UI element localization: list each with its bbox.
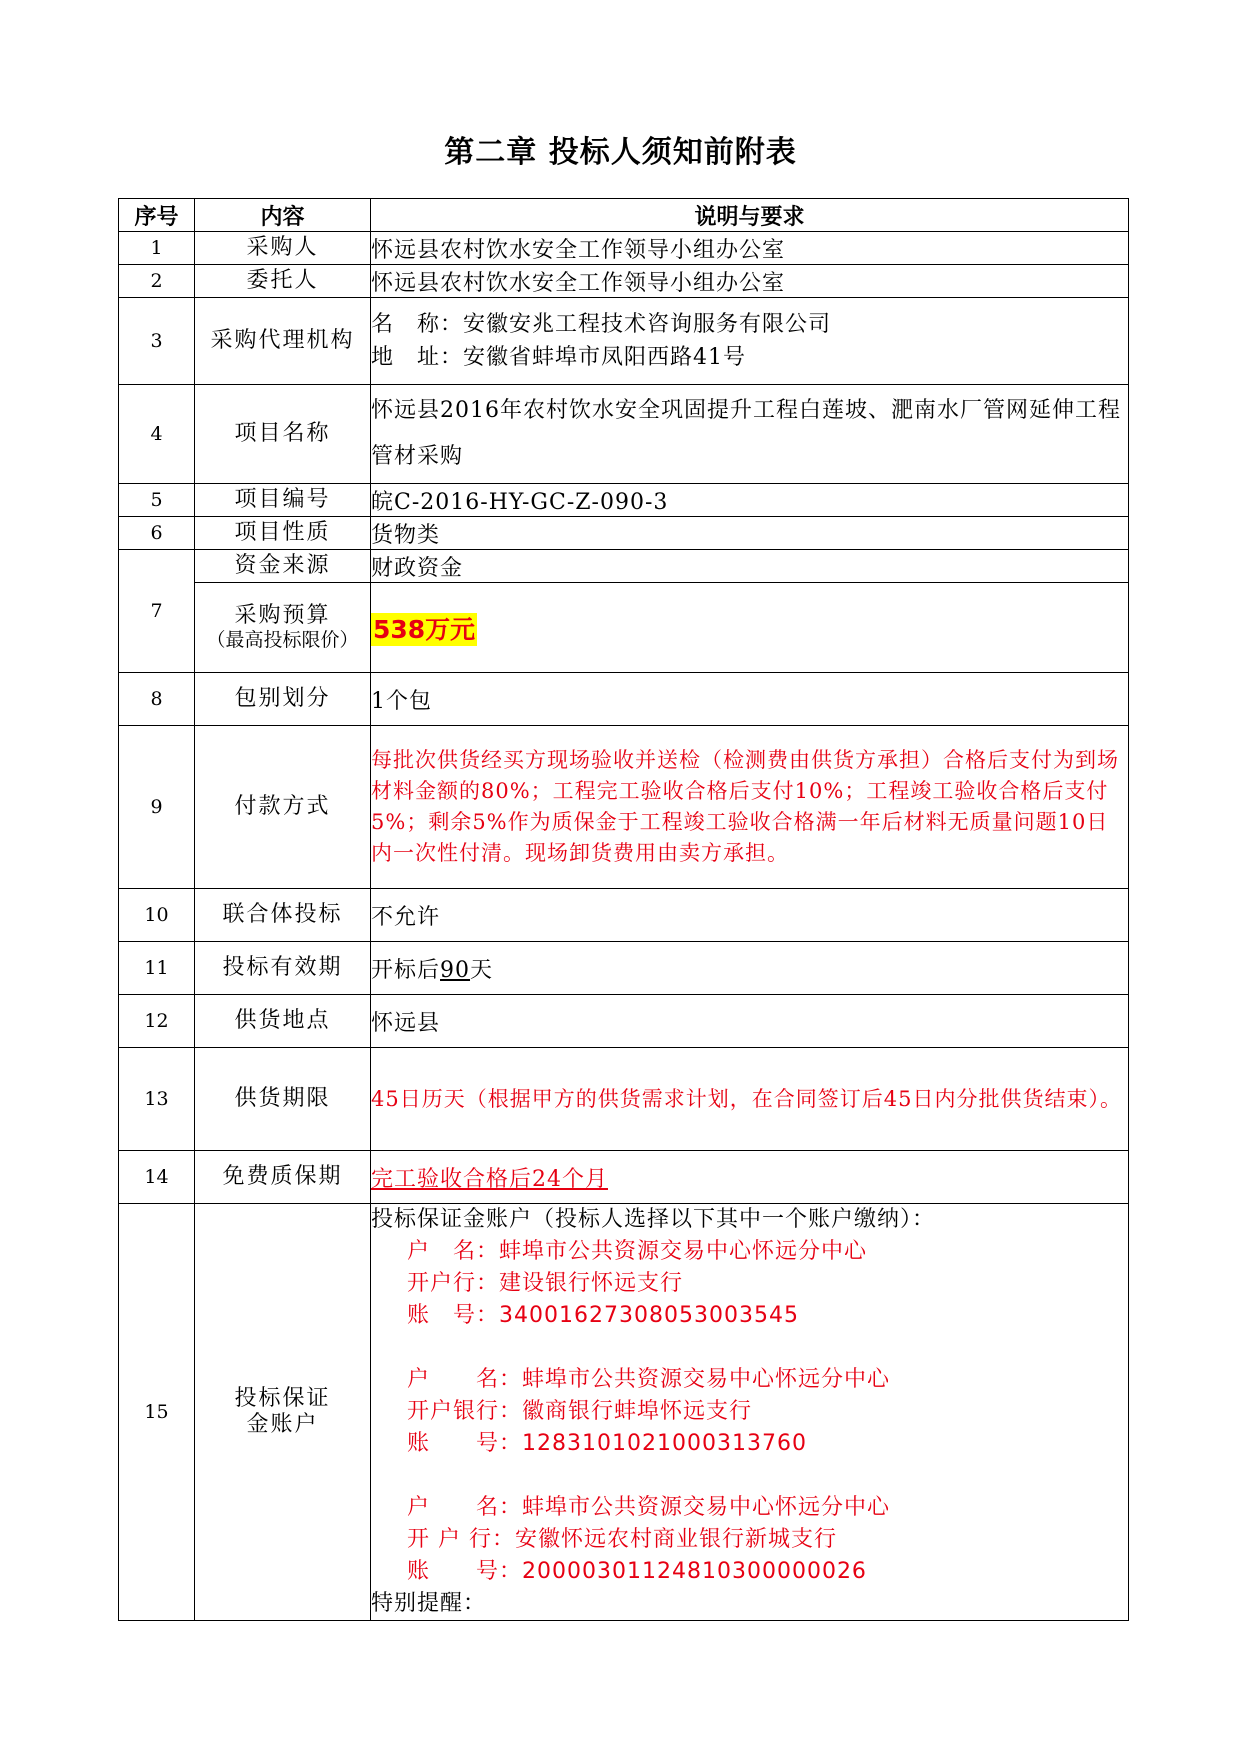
row-item: 委托人 (195, 265, 371, 298)
row-no: 15 (119, 1204, 195, 1621)
row-no: 10 (119, 889, 195, 942)
table-row (119, 995, 1129, 1048)
validity-days: 90 (440, 957, 471, 983)
table-row (119, 1048, 1129, 1151)
row-item: 包别划分 (195, 673, 371, 726)
row-item: 项目编号 (195, 484, 371, 517)
row-no: 5 (119, 484, 195, 517)
row-item (195, 583, 371, 673)
row-desc: 怀远县 (371, 995, 1129, 1048)
row-item: 供货期限 (195, 1048, 371, 1151)
row-no: 8 (119, 673, 195, 726)
table-row (119, 385, 1129, 484)
budget-sublabel: （最高投标限价） (206, 629, 359, 652)
bid-info-table (118, 198, 1129, 1621)
row-no: 4 (119, 385, 195, 484)
row-no: 1 (119, 232, 195, 265)
agency-address-line: 地 址：安徽省蚌埠市凤阳西路41号 (371, 345, 746, 370)
row-item: 付款方式 (195, 726, 371, 889)
row-item: 资金来源 (195, 550, 371, 583)
row-desc: 怀远县2016年农村饮水安全巩固提升工程白莲坡、淝南水厂管网延伸工程管材采购 (371, 385, 1129, 484)
row-desc (371, 583, 1129, 673)
row-desc: 皖C-2016-HY-GC-Z-090-3 (371, 484, 1129, 517)
row-item: 项目名称 (195, 385, 371, 484)
row-no: 2 (119, 265, 195, 298)
row-desc: 怀远县农村饮水安全工作领导小组办公室 (371, 232, 1129, 265)
account3-name: 户 名：蚌埠市公共资源交易中心怀远分中心 (407, 1495, 891, 1520)
validity-prefix: 开标后 (371, 957, 441, 983)
row-no: 7 (119, 550, 195, 673)
table-row (119, 726, 1129, 889)
validity-suffix: 天 (470, 957, 494, 983)
account2-bank: 开户银行：徽商银行蚌埠怀远支行 (407, 1399, 753, 1424)
table-row (119, 517, 1129, 550)
row-desc (371, 298, 1129, 385)
table-row (119, 673, 1129, 726)
special-note: 特别提醒： (371, 1591, 487, 1616)
account1-number: 账 号：34001627308053003545 (407, 1303, 799, 1328)
row-item: 免费质保期 (195, 1151, 371, 1204)
row-item: 投标有效期 (195, 942, 371, 995)
table-row (119, 1151, 1129, 1204)
table-row (119, 942, 1129, 995)
account1-bank: 开户行：建设银行怀远支行 (407, 1271, 684, 1296)
table-row (119, 265, 1129, 298)
row-desc: 1个包 (371, 673, 1129, 726)
account2-name: 户 名：蚌埠市公共资源交易中心怀远分中心 (407, 1367, 891, 1392)
row-item: 联合体投标 (195, 889, 371, 942)
budget-amount: 538万元 (373, 614, 476, 644)
table-row (119, 484, 1129, 517)
agency-name-line: 名 称：安徽安兆工程技术咨询服务有限公司 (371, 312, 832, 337)
row-item: 采购代理机构 (195, 298, 371, 385)
row-desc: 货物类 (371, 517, 1129, 550)
header-item: 内容 (195, 199, 371, 232)
warranty-text: 完工验收合格后24个月 (371, 1166, 608, 1192)
table-header-row (119, 199, 1129, 232)
table-row (119, 889, 1129, 942)
row-no: 11 (119, 942, 195, 995)
table-row (119, 550, 1129, 583)
budget-label: 采购预算 (234, 602, 331, 628)
row-no: 13 (119, 1048, 195, 1151)
table-row (119, 583, 1129, 673)
row-desc: 45日历天（根据甲方的供货需求计划，在合同签订后45日内分批供货结束）。 (371, 1048, 1129, 1151)
row-no: 6 (119, 517, 195, 550)
row-desc: 财政资金 (371, 550, 1129, 583)
account3-number: 账 号：20000301124810300000026 (407, 1559, 867, 1584)
row-no: 3 (119, 298, 195, 385)
header-no: 序号 (119, 199, 195, 232)
page-title: 第二章 投标人须知前附表 (444, 135, 797, 170)
row-desc: 每批次供货经买方现场验收并送检（检测费由供货方承担）合格后支付为到场材料金额的80%；工程完工验收合格后支付10%；工程竣工验收合格后支付5%；剩余5%作为质保金于工程竣工验收合格满一年后材料无质量问题10日内一次性付清。现场卸货费用由卖方承担。 (371, 726, 1129, 889)
table-row (119, 232, 1129, 265)
table-row (119, 1204, 1129, 1621)
row-desc (371, 1151, 1129, 1204)
account3-bank: 开 户 行：安徽怀远农村商业银行新城支行 (407, 1527, 837, 1552)
row-item: 供货地点 (195, 995, 371, 1048)
row-desc: 怀远县农村饮水安全工作领导小组办公室 (371, 265, 1129, 298)
row-desc (371, 942, 1129, 995)
row-item: 项目性质 (195, 517, 371, 550)
deposit-intro: 投标保证金账户（投标人选择以下其中一个账户缴纳）： (371, 1207, 936, 1232)
row-item: 采购人 (195, 232, 371, 265)
row-desc: 不允许 (371, 889, 1129, 942)
header-desc: 说明与要求 (371, 199, 1129, 232)
account1-name: 户 名：蚌埠市公共资源交易中心怀远分中心 (407, 1239, 868, 1264)
row-no: 14 (119, 1151, 195, 1204)
row-item: 投标保证金账户 (195, 1204, 371, 1621)
row-no: 9 (119, 726, 195, 889)
row-desc (371, 1204, 1129, 1621)
account2-number: 账 号：1283101021000313760 (407, 1431, 807, 1456)
row-no: 12 (119, 995, 195, 1048)
table-row (119, 298, 1129, 385)
